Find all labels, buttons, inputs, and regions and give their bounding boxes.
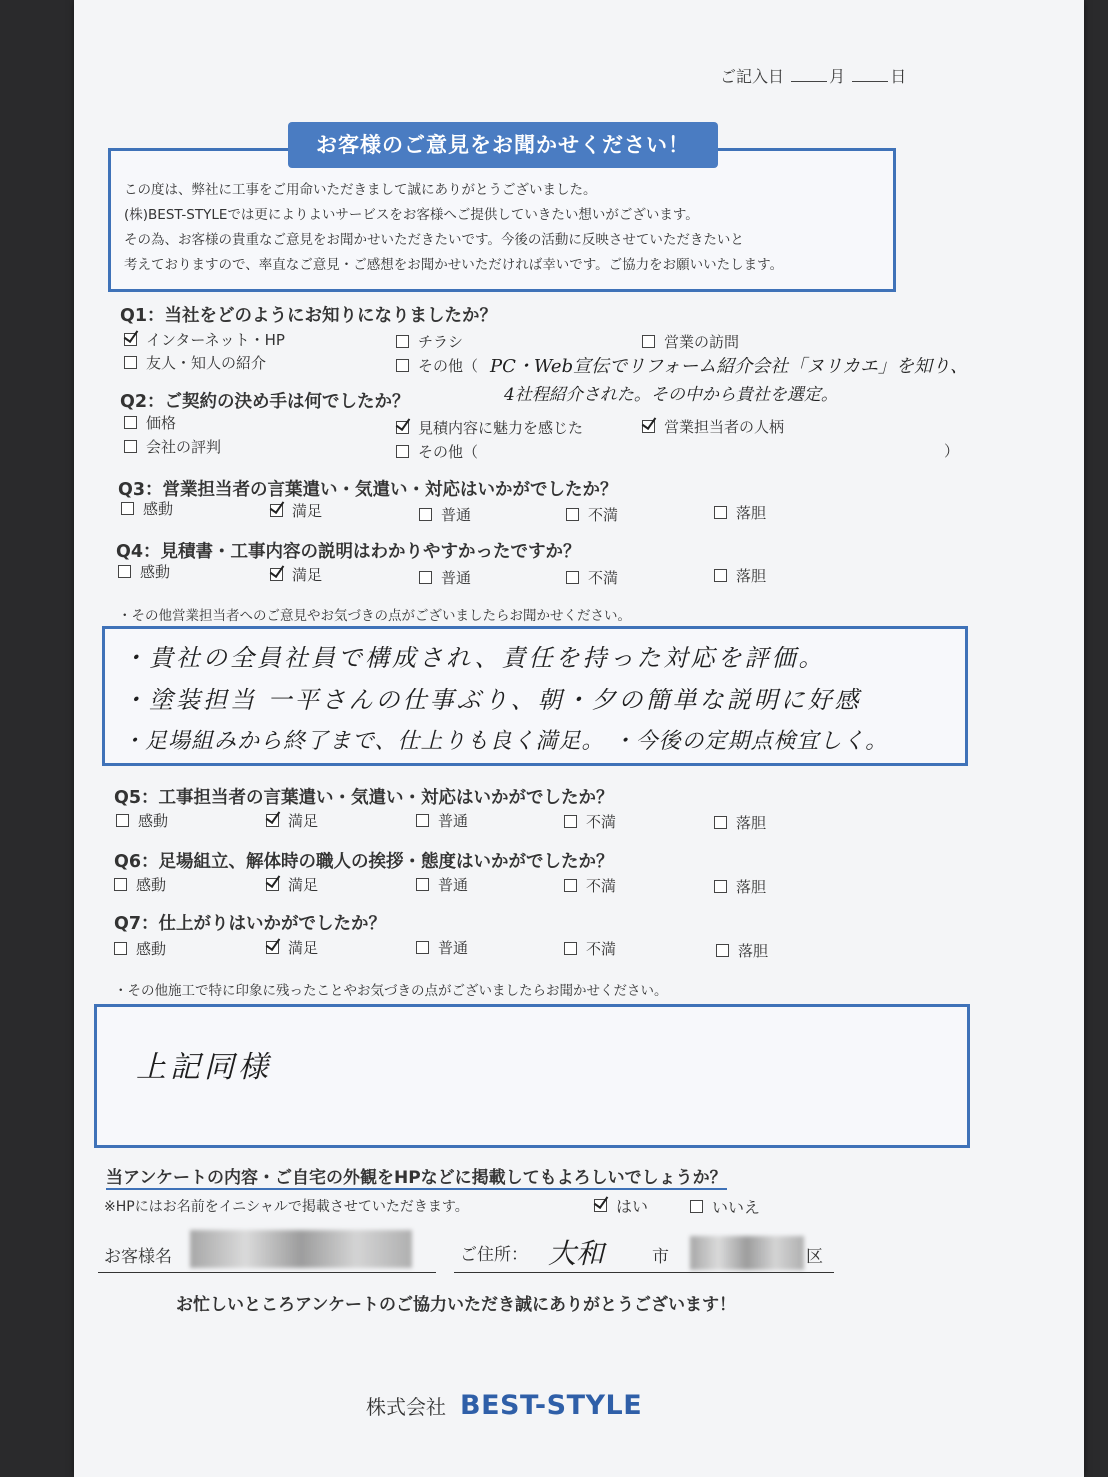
intro-line: 考えておりますので、率直なご意見・ご感想をお聞かせいただければ幸いです。ご協力をお願いいたします。 [124, 257, 784, 273]
checkbox[interactable] [396, 445, 409, 458]
address-city-suffix: 市 [652, 1247, 669, 1267]
q5-rating-fuman[interactable]: 不満 [564, 811, 616, 832]
checkbox[interactable] [716, 944, 729, 957]
address-line [454, 1272, 834, 1273]
q2-question: Q2：ご契約の決め手は何でしたか？ [120, 392, 410, 412]
address-ward-suffix: 区 [806, 1247, 823, 1267]
checkbox[interactable] [116, 814, 129, 827]
address-ward-redacted [690, 1236, 804, 1270]
checkbox-checked[interactable] [642, 420, 655, 433]
q4-rating-manzoku[interactable]: 満足 [270, 564, 322, 585]
q5-question: Q5：工事担当者の言葉遣い・気遣い・対応はいかがでしたか？ [114, 788, 614, 808]
checkbox[interactable] [564, 879, 577, 892]
q3-rating-futsu[interactable]: 普通 [419, 504, 471, 525]
permission-yes[interactable]: はい [594, 1194, 648, 1217]
customer-name-line [98, 1272, 436, 1273]
q4-question: Q4：見積書・工事内容の説明はわかりやすかったですか？ [116, 542, 581, 562]
q1-option-flyer[interactable]: チラシ [396, 331, 463, 352]
sales-comment-line: ・塗装担当 一平さんの仕事ぶり、朝・夕の簡単な説明に好感 [122, 686, 862, 714]
checkbox-checked[interactable] [266, 814, 279, 827]
checkbox-checked[interactable] [270, 504, 283, 517]
q1-option-referral[interactable]: 友人・知人の紹介 [124, 352, 266, 373]
checkbox[interactable] [714, 569, 727, 582]
checkbox[interactable] [714, 880, 727, 893]
q1-other-handwritten: PC・Web宣伝でリフォーム紹介会社「ヌリカエ」を知り、 [490, 356, 969, 377]
q3-rating-kando[interactable]: 感動 [121, 498, 173, 519]
sales-comment-prompt: ・その他営業担当者へのご意見やお気づきの点がございましたらお聞かせください。 [118, 608, 631, 624]
checkbox[interactable] [642, 335, 655, 348]
checkbox[interactable] [419, 571, 432, 584]
q4-rating-rakutan[interactable]: 落胆 [714, 565, 766, 586]
q6-rating-fuman[interactable]: 不満 [564, 875, 616, 896]
month-blank[interactable] [791, 81, 827, 82]
q3-rating-fuman[interactable]: 不満 [566, 504, 618, 525]
checkbox-checked[interactable] [124, 333, 137, 346]
q2-option-estimate[interactable]: 見積内容に魅力を感じた [396, 417, 583, 438]
address-city-handwritten: 大和 [548, 1237, 605, 1270]
checkbox[interactable] [566, 508, 579, 521]
q5-rating-futsu[interactable]: 普通 [416, 810, 468, 831]
q6-rating-futsu[interactable]: 普通 [416, 874, 468, 895]
q1-question: Q1：当社をどのようにお知りになりましたか？ [120, 306, 498, 326]
intro-line: (株)BEST-STYLEでは更によりよいサービスをお客様へご提供していきたい想いがございます。 [124, 207, 699, 223]
checkbox[interactable] [124, 416, 137, 429]
date-label: ご記入日 [720, 67, 785, 86]
q1-option-internet[interactable]: インターネット・HP [124, 329, 285, 350]
thanks-message: お忙しいところアンケートのご協力いただき誠にありがとうございます！ [176, 1295, 736, 1315]
day-label: 日 [890, 67, 907, 86]
q7-rating-rakutan[interactable]: 落胆 [716, 940, 768, 961]
q6-question: Q6：足場組立、解体時の職人の挨拶・態度はいかがでしたか？ [114, 852, 614, 872]
checkbox[interactable] [416, 814, 429, 827]
q6-rating-kando[interactable]: 感動 [114, 874, 166, 895]
q5-rating-manzoku[interactable]: 満足 [266, 810, 318, 831]
q4-rating-kando[interactable]: 感動 [118, 561, 170, 582]
checkbox[interactable] [396, 335, 409, 348]
q4-rating-fuman[interactable]: 不満 [566, 567, 618, 588]
checkbox-checked[interactable] [266, 878, 279, 891]
permission-no[interactable]: いいえ [690, 1195, 760, 1218]
q7-rating-futsu[interactable]: 普通 [416, 937, 468, 958]
checkbox-checked[interactable] [270, 568, 283, 581]
q7-rating-manzoku[interactable]: 満足 [266, 937, 318, 958]
checkbox[interactable] [124, 440, 137, 453]
q7-rating-fuman[interactable]: 不満 [564, 938, 616, 959]
day-blank[interactable] [852, 81, 888, 82]
q5-rating-rakutan[interactable]: 落胆 [714, 812, 766, 833]
permission-note: ※HPにはお名前をイニシャルで掲載させていただきます。 [104, 1199, 469, 1215]
checkbox[interactable] [419, 508, 432, 521]
checkbox-checked[interactable] [396, 421, 409, 434]
q7-question: Q7：仕上がりはいかがでしたか？ [114, 914, 387, 934]
checkbox[interactable] [714, 506, 727, 519]
q2-option-reputation[interactable]: 会社の評判 [124, 436, 221, 457]
checkbox[interactable] [416, 878, 429, 891]
q1-other-handwritten: 4社程紹介された。その中から貴社を選定。 [504, 385, 838, 405]
checkbox[interactable] [416, 941, 429, 954]
q1-option-other[interactable]: その他（ [396, 355, 478, 376]
checkbox[interactable] [564, 815, 577, 828]
q2-other-close: ） [944, 442, 960, 460]
work-comment-prompt: ・その他施工で特に印象に残ったことやお気づきの点がございましたらお聞かせください。 [114, 983, 668, 999]
month-label: 月 [829, 67, 846, 86]
q1-option-sales-visit[interactable]: 営業の訪問 [642, 331, 739, 352]
q4-rating-futsu[interactable]: 普通 [419, 567, 471, 588]
q3-rating-manzoku[interactable]: 満足 [270, 500, 322, 521]
checkbox[interactable] [124, 356, 137, 369]
company-prefix: 株式会社 [366, 1395, 446, 1419]
intro-text [124, 178, 884, 278]
checkbox[interactable] [564, 942, 577, 955]
checkbox[interactable] [114, 878, 127, 891]
q3-question: Q3：営業担当者の言葉遣い・気遣い・対応はいかがでしたか？ [118, 480, 618, 500]
permission-question: 当アンケートの内容・ご自宅の外観をHPなどに掲載してもよろしいでしょうか？ [106, 1163, 727, 1190]
company-name: BEST-STYLE [460, 1390, 643, 1421]
company-logo [366, 1390, 642, 1421]
checkbox[interactable] [566, 571, 579, 584]
q7-rating-kando[interactable]: 感動 [114, 938, 166, 959]
q3-rating-rakutan[interactable]: 落胆 [714, 502, 766, 523]
fill-date [720, 64, 906, 87]
work-comment-text: 上記同様 [136, 1050, 272, 1085]
checkbox[interactable] [114, 942, 127, 955]
q6-rating-rakutan[interactable]: 落胆 [714, 876, 766, 897]
checkbox[interactable] [121, 502, 134, 515]
q6-rating-manzoku[interactable]: 満足 [266, 874, 318, 895]
address-label: ご住所： [460, 1245, 528, 1265]
checkbox[interactable] [714, 816, 727, 829]
checkbox-checked[interactable] [594, 1199, 607, 1212]
sales-comment-line: ・足場組みから終了まで、仕上りも良く満足。 ・今後の定期点検宜しく。 [122, 729, 889, 754]
checkbox[interactable] [690, 1200, 703, 1213]
checkbox[interactable] [396, 359, 409, 372]
q5-rating-kando[interactable]: 感動 [116, 810, 168, 831]
customer-name-label: お客様名 [104, 1247, 172, 1267]
checkbox-checked[interactable] [266, 941, 279, 954]
intro-line: その為、お客様の貴重なご意見をお聞かせいただきたいです。今後の活動に反映させていただきたいと [124, 232, 744, 248]
intro-title: お客様のご意見をお聞かせください！ [288, 122, 718, 168]
q2-option-other[interactable]: その他（ [396, 441, 478, 462]
q2-option-sales-person[interactable]: 営業担当者の人柄 [642, 416, 784, 437]
intro-line: この度は、弊社に工事をご用命いただきまして誠にありがとうございました。 [124, 182, 597, 198]
q2-option-price[interactable]: 価格 [124, 412, 176, 433]
customer-name-redacted [190, 1230, 412, 1268]
sales-comment-line: ・貴社の全員社員で構成され、責任を持った対応を評価。 [122, 644, 826, 672]
checkbox[interactable] [118, 565, 131, 578]
